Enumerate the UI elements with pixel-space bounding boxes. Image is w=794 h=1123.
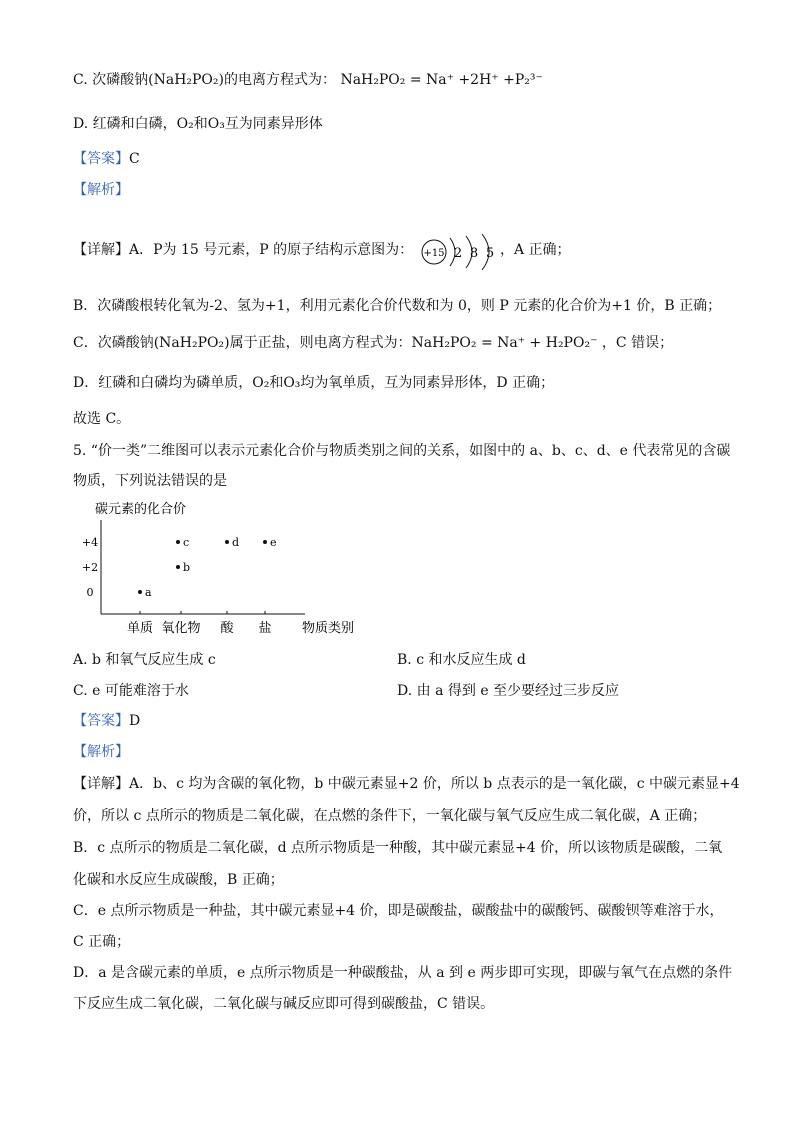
q4-option-c-formula: NaH₂PO₂ — [153, 72, 219, 88]
q5-option-a: A. b 和氧气反应生成 c — [73, 652, 216, 668]
chart-point-label-c: c — [183, 536, 190, 549]
q5-analysis-label: 【解析】 — [73, 744, 129, 760]
chart-point-e — [263, 540, 267, 544]
chart-point-label-b: b — [183, 561, 191, 574]
valence-category-chart — [70, 500, 370, 640]
q5-answer — [73, 711, 140, 731]
q4-option-c-equation: NaH₂PO₂ = Na⁺ +2H⁺ +P₂³⁻ — [340, 72, 543, 88]
chart-y-tick: 0 — [86, 586, 94, 599]
nucleus-charge: +15 — [423, 248, 445, 259]
q5-detail-d-2: 下反应生成二氧化碳，二氧化碳与碱反应即可得到碳酸盐，C 错误。 — [73, 996, 495, 1012]
q4-detail-b: B．次磷酸根转化氧为-2、氢为+1，利用元素化合价代数和为 0，则 P 元素的化合价为+1 价，B 正确； — [73, 298, 722, 314]
q4-option-c-label: C. 次磷酸钠 — [73, 72, 149, 88]
chart-y-tick: +4 — [81, 536, 99, 549]
shell-electrons-1: 2 — [453, 246, 463, 261]
q5-detail-a-1: 【详解】A．b、c 均为含碳的氧化物，b 中碳元素显+2 价，所以 b 点表示的是一氧化碳，c 中碳元素显+4 — [73, 776, 740, 792]
q5-detail-b-2: 化碳和水反应生成碳酸，B 正确； — [73, 872, 284, 888]
q4-analysis-label: 【解析】 — [73, 182, 129, 198]
q4-answer-value: C — [129, 151, 140, 167]
chart-x-tick-label: 氧化物 — [161, 621, 201, 636]
chart-x-label: 物质类别 — [302, 621, 355, 636]
q4-answer-label: 【答案】 — [73, 151, 129, 167]
q4-detail-a-post: ，A 正确； — [500, 242, 571, 258]
q5-stem-line1: 5. “价一类”二维图可以表示元素化合价与物质类别之间的关系，如图中的 a、b、c、d、e 代表常见的含碳 — [73, 443, 731, 459]
q5-option-d: D. 由 a 得到 e 至少要经过三步反应 — [397, 683, 620, 699]
chart-point-label-d: d — [232, 536, 240, 549]
q4-detail-a-pre: 【详解】A．P为 15 号元素，P 的原子结构示意图为： — [73, 242, 414, 258]
q4-detail-a — [73, 240, 413, 260]
chart-point-d — [225, 540, 229, 544]
chart-point-label-e: e — [270, 536, 277, 549]
chart-y-label: 碳元素的化合价 — [95, 502, 187, 517]
q5-detail-b-1: B．c 点所示的物质是二氧化碳，d 点所示物质是一种酸，其中碳元素显+4 价，所以该物质是碳酸，二氧 — [73, 840, 723, 856]
q5-detail-c-1: C．e 点所示物质是一种盐，其中碳元素显+4 价，即是碳酸盐，碳酸盐中的碳酸钙、碳酸钡等难溶于水， — [73, 903, 724, 919]
q4-option-c: C. 次磷酸钠(NaH₂PO₂)的电离方程式为： NaH₂PO₂ = Na⁺ +2H⁺ +P₂³⁻ — [73, 72, 543, 88]
q5-answer-label: 【答案】 — [73, 713, 129, 729]
chart-x-tick-label: 酸 — [220, 621, 234, 636]
q5-option-b: B. c 和水反应生成 d — [397, 652, 526, 668]
chart-point-label-a: a — [145, 586, 152, 599]
chart-point-a — [138, 590, 142, 594]
q4-answer — [73, 149, 140, 169]
shell-electrons-3: 5 — [485, 246, 495, 261]
chart-point-b — [176, 565, 180, 569]
q4-detail-d: D．红磷和白磷均为磷单质，O₂和O₃均为氧单质，互为同素异形体，D 正确； — [73, 375, 555, 391]
chart-y-tick: +2 — [81, 561, 99, 574]
chart-x-tick-label: 单质 — [126, 621, 154, 636]
chart-point-c — [176, 540, 180, 544]
q5-detail-c-2: C 正确； — [73, 934, 131, 950]
q5-option-c: C. e 可能难溶于水 — [73, 683, 189, 699]
q4-detail-c: C．次磷酸钠(NaH₂PO₂)属于正盐，则电离方程式为：NaH₂PO₂ = Na⁺ + H₂PO₂⁻ ，C 错误； — [73, 335, 674, 351]
q5-detail-d-1: D．a 是含碳元素的单质，e 点所示物质是一种碳酸盐，从 a 到 e 两步即可实现，即碳与氧气在点燃的条件 — [73, 965, 733, 981]
q4-conclusion: 故选 C。 — [73, 411, 131, 427]
q5-detail-a-2: 价，所以 c 点所示的物质是二氧化碳，在点燃的条件下，一氧化碳与氧气反应生成二氧化碳，A 正确； — [73, 808, 707, 824]
chart-x-tick-label: 盐 — [258, 621, 272, 636]
q4-option-c-mid: 的电离方程式为： — [224, 72, 336, 88]
q5-stem-line2: 物质，下列说法错误的是 — [73, 473, 227, 489]
q5-answer-value: D — [129, 713, 141, 729]
shell-electrons-2: 8 — [469, 246, 479, 261]
q4-option-d: D. 红磷和白磷，O₂和O₃互为同素异形体 — [73, 116, 323, 132]
